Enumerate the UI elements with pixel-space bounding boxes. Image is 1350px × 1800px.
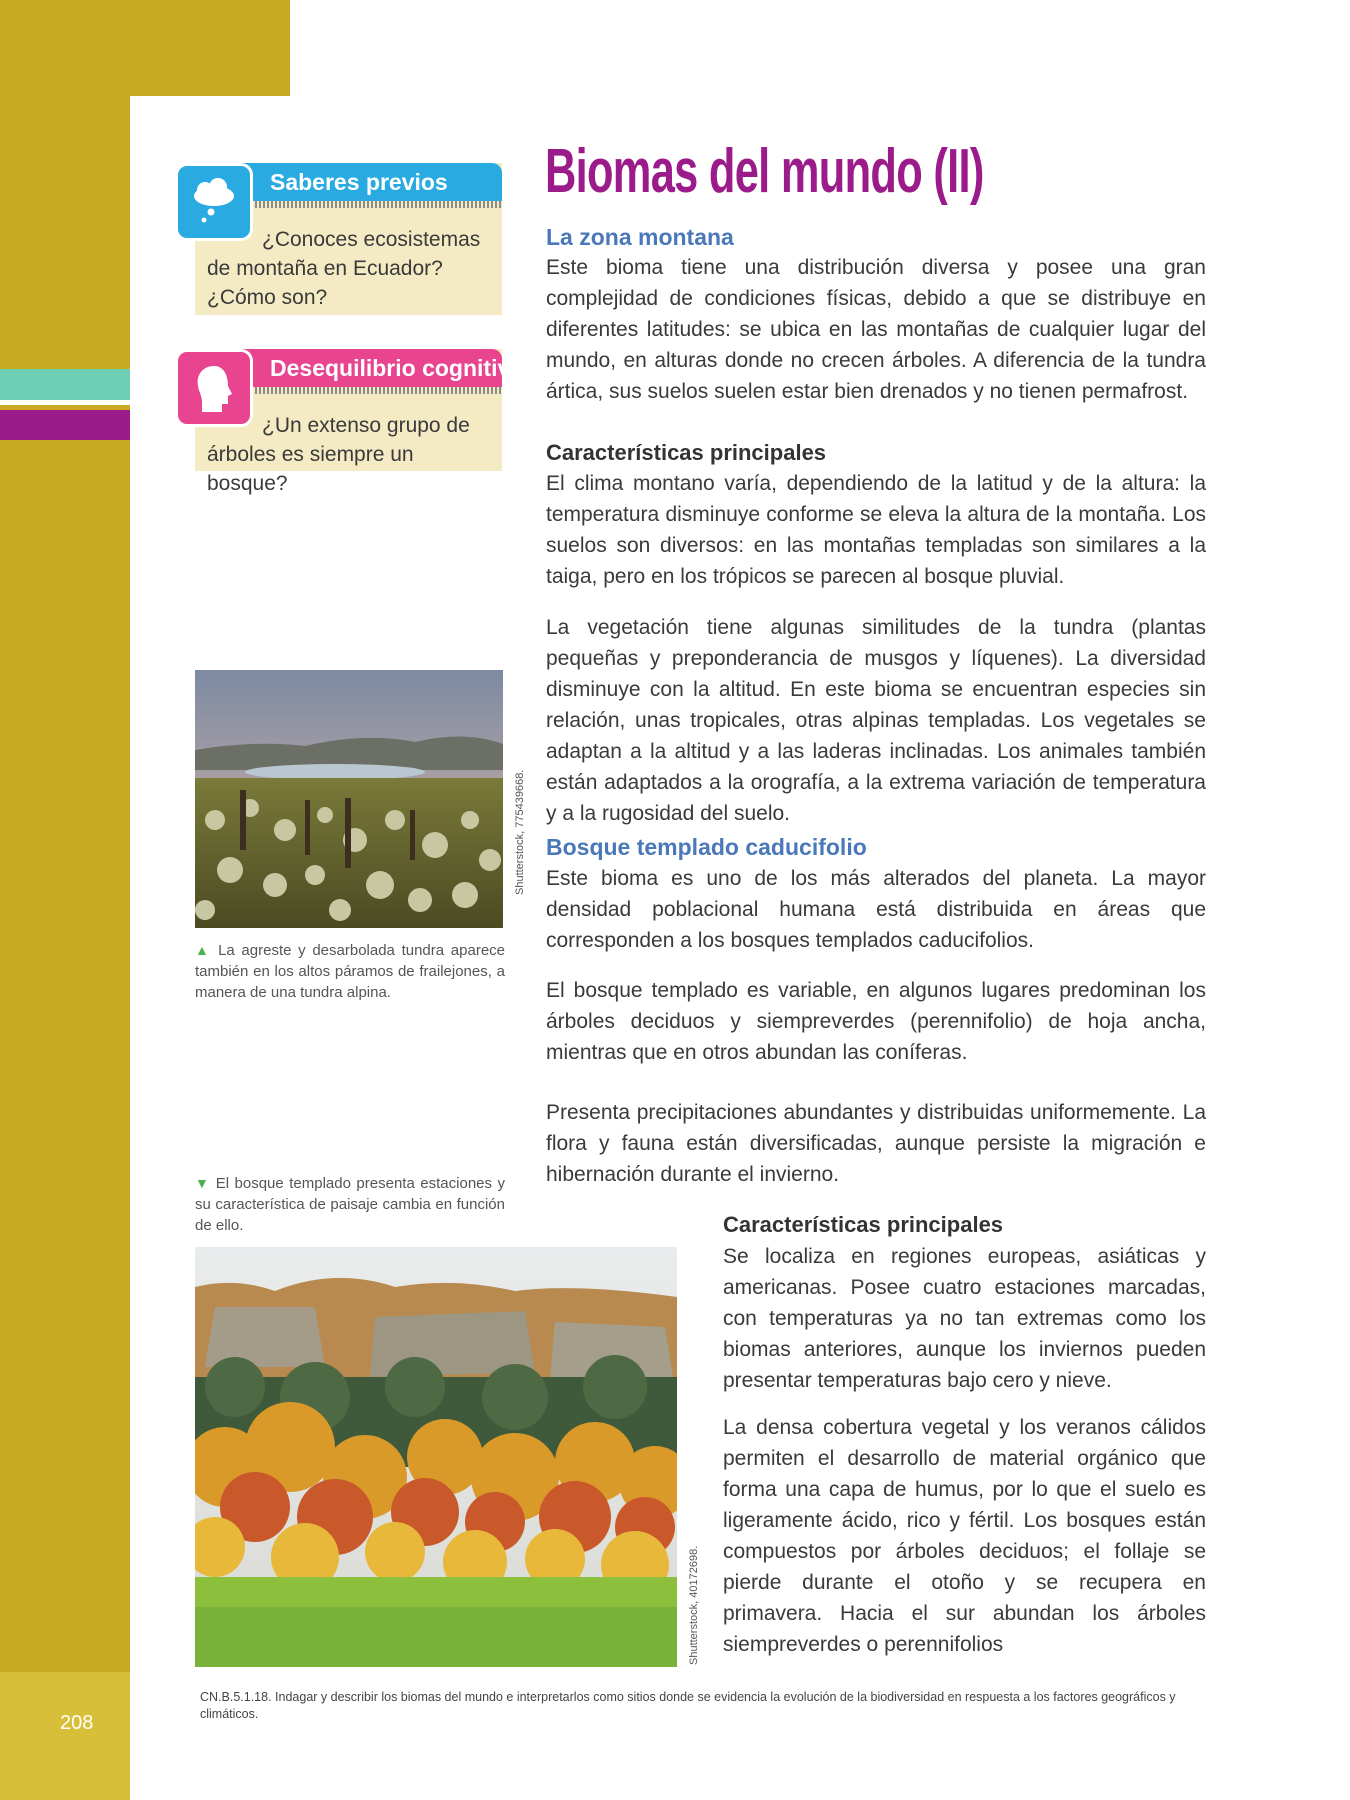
bosque-templado-heading: Bosque templado caducifolio [546, 834, 867, 860]
zona-montana-heading: La zona montana [546, 224, 734, 250]
magenta-band [0, 410, 130, 440]
hatch-divider [255, 201, 502, 208]
montana-characteristics-heading: Características principales [546, 440, 827, 465]
bosque-paragraph-1: Este bioma es uno de los más alterados del planeta. La mayor densidad poblacional humana está distribuida en áreas que corresponden a los bosques templados caducifolios. [546, 867, 1206, 952]
forest-photo [195, 1247, 677, 1667]
triangle-up-icon: ▲ [195, 942, 212, 958]
montana-paragraph-1: Este bioma tiene una distribución diversa y posee una gran complejidad de condiciones físicas, debido a que se distribuye en diferentes latitudes: se ubica en las montañas de cualquier lugar del mundo, en alturas donde no crecen árboles. A diferencia de la tundra ártica, sus suelos suelen estar bien drenados y no tienen permafrost. [546, 256, 1206, 403]
photo-caption: ▲ La agreste y desarbolada tundra aparece también en los altos páramos de frailejones, a manera de una tundra alpina. [195, 942, 505, 1001]
bosque-characteristics-heading: Características principales [723, 1212, 1004, 1237]
photo-credit: Shutterstock, 40172698. [688, 1545, 700, 1665]
page-number-band [0, 1672, 130, 1800]
page-number: 208 [60, 1712, 94, 1734]
photo-caption: ▼ El bosque templado presenta estaciones y su característica de paisaje cambia en función de ello. [195, 1175, 505, 1234]
page-title: Biomas del mundo (II) [545, 137, 984, 206]
triangle-down-icon: ▼ [195, 1175, 211, 1191]
teal-band [0, 369, 130, 400]
hatch-divider [255, 387, 502, 394]
saberes-title: Saberes previos [270, 169, 448, 195]
desequilibrio-box [195, 349, 525, 495]
bosque-paragraph-4: Se localiza en regiones europeas, asiáticas y americanas. Posee cuatro estaciones marcadas, con temperaturas ya no tan extremas como los biomas anteriores, aunque los inviernos pueden presentar temperaturas bajo cero y nieve. [723, 1245, 1206, 1392]
white-stripe [0, 400, 130, 405]
desequilibrio-question: ¿Un extenso grupo de árboles es siempre un bosque? [207, 414, 470, 495]
bosque-paragraph-2: El bosque templado es variable, en algunos lugares predominan los árboles deciduos y siempreverdes (perennifolio) de hoja ancha, mientras que en otros abundan las coníferas. [546, 979, 1206, 1064]
desequilibrio-title: Desequilibrio cognitivo [270, 355, 525, 381]
bosque-paragraph-5: La densa cobertura vegetal y los veranos cálidos permiten el desarrollo de material orgánico que forma una capa de humus, por lo que el suelo es ligeramente ácido, rico y fértil. Los bosques están compuestos por árboles deciduos; el follaje se pierde durante el otoño y se recupera en primavera. Hacia el sur abundan los árboles siempreverdes o perennifolios [723, 1416, 1206, 1656]
paramo-photo [195, 670, 503, 928]
photo-credit: Shutterstock, 775439668. [514, 769, 526, 895]
curriculum-footnote: CN.B.5.1.18. Indagar y describir los biomas del mundo e interpretarlos como sitios donde se evidencia la evolución de la biodiversidad en respuesta a los factores geográficos y climáticos. [200, 1690, 1176, 1721]
montana-paragraph-3: La vegetación tiene algunas similitudes de la tundra (plantas pequeñas y preponderancia de musgos y líquenes). La diversidad disminuye con la altitud. En este bioma se encuentran especies sin relación, unas tropicales, otras alpinas templadas. Los vegetales se adaptan a la altitud y a las laderas inclinadas. Los animales también están adaptados a la orografía, a la extrema variación de temperatura y a la rugosidad del suelo. [546, 616, 1206, 825]
saberes-previos-box [195, 163, 502, 315]
saberes-question: ¿Conoces ecosistemas de montaña en Ecuador? ¿Cómo son? [207, 228, 481, 309]
montana-paragraph-2: El clima montano varía, dependiendo de la latitud y de la altura: la temperatura disminuye conforme se eleva la altura de la montaña. Los suelos son diversos: en las montañas templadas son similares a la taiga, pero en los trópicos se parecen al bosque pluvial. [546, 472, 1206, 588]
left-margin-band [0, 0, 130, 1800]
bosque-paragraph-3: Presenta precipitaciones abundantes y distribuidas uniformemente. La flora y fauna están diversificadas, aunque persiste la migración e hibernación durante el invierno. [546, 1101, 1206, 1186]
